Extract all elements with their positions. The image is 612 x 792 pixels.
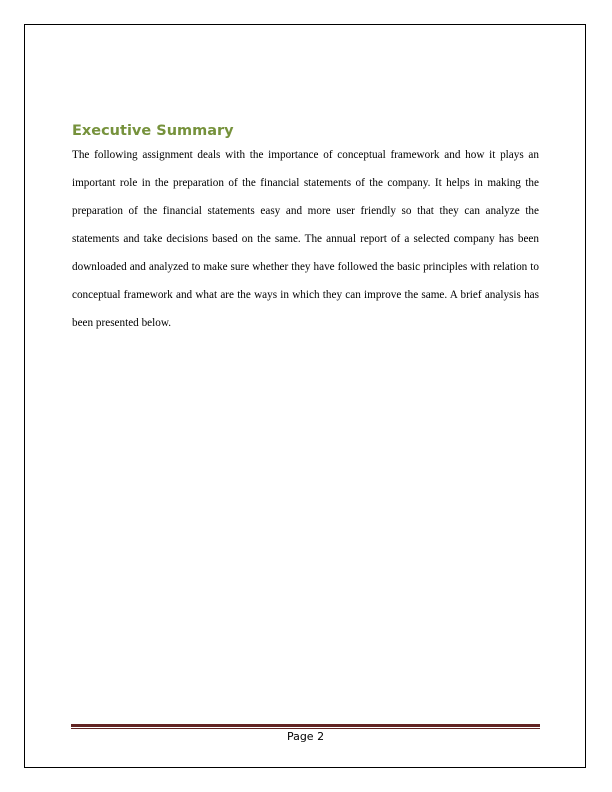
executive-summary-heading: Executive Summary — [72, 123, 234, 139]
executive-summary-paragraph: The following assignment deals with the importance of conceptual framework and how it plays an important role in the preparation of the financial statements of the company. It helps in making the preparation of the financial statements easy and more user friendly so that they can analyze the statements and take decisions based on the same. The annual report of a selected company has been downloaded and analyzed to make sure whether they have followed the basic principles with relation to conceptual framework and what are the ways in which they can improve the same. A brief analysis has been presented below. — [72, 149, 539, 329]
page-number: Page 2 — [286, 730, 325, 743]
footer-rule-thick — [71, 724, 540, 727]
